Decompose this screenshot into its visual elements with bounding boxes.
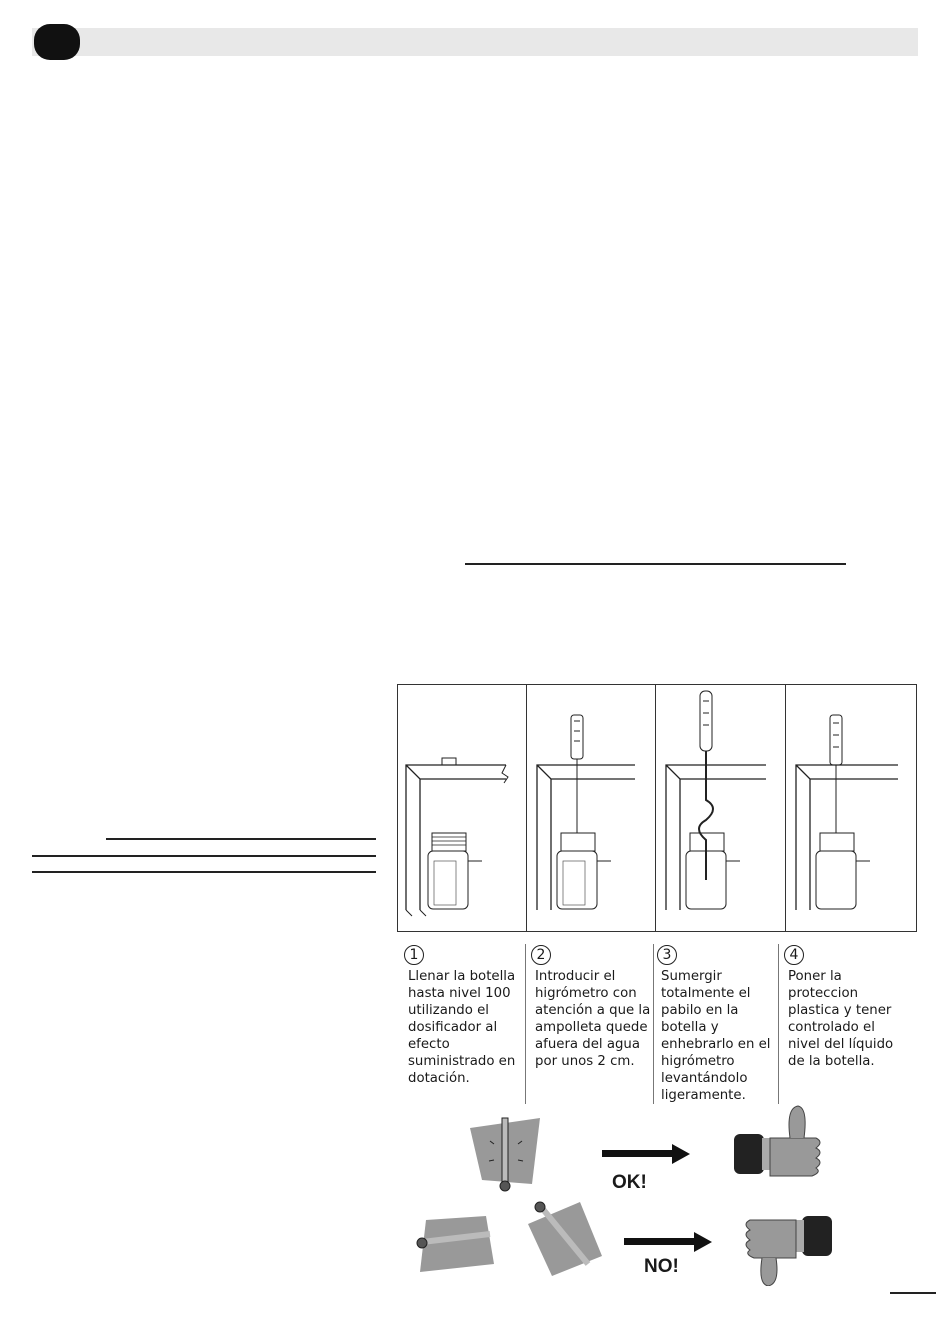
instruction-illustrations xyxy=(397,684,917,932)
no-label: NO! xyxy=(644,1256,679,1277)
divider-line xyxy=(32,855,376,857)
step-number: 4 xyxy=(784,945,804,965)
step-4 xyxy=(782,944,906,1070)
horizontal-hygrometer-icon xyxy=(412,1212,496,1278)
vertical-hygrometer-icon xyxy=(466,1114,550,1194)
page-corner-line xyxy=(890,1292,936,1294)
thumbs-down-icon xyxy=(738,1210,834,1286)
step-instruction: Llenar la botella hasta nivel 100 utilizando el dosificador al efecto suministrado en dotación. xyxy=(408,969,516,1086)
hygrometer-insert-illustration xyxy=(527,685,656,931)
divider-line xyxy=(106,838,376,840)
step-number: 3 xyxy=(657,945,677,965)
step-instruction: Introducir el higrómetro con atención a que la ampolleta quede afuera del agua por unos 2 cm. xyxy=(535,969,651,1069)
step-3 xyxy=(655,944,779,1104)
step-1 xyxy=(402,944,526,1087)
bottle-under-table-illustration xyxy=(398,685,527,931)
header-bar xyxy=(32,28,918,56)
panel-step-2 xyxy=(527,685,656,931)
ok-label: OK! xyxy=(612,1172,647,1193)
tilted-hygrometer-icon xyxy=(522,1198,606,1278)
panel-step-3 xyxy=(656,685,786,931)
arrow-right-icon xyxy=(602,1144,690,1164)
step-instruction: Sumergir totalmente el pabilo en la botella y enhebrarlo en el higrómetro levantándolo ligeramente. xyxy=(661,969,771,1103)
step-number: 2 xyxy=(531,945,551,965)
arrow-right-icon xyxy=(624,1232,712,1252)
step-separator xyxy=(525,944,526,1104)
step-2 xyxy=(529,944,653,1070)
divider-line xyxy=(465,563,846,565)
wick-immersion-illustration xyxy=(656,685,786,931)
protection-cap-illustration xyxy=(786,685,916,931)
step-instruction: Poner la proteccion plastica y tener controlado el nivel del líquido de la botella. xyxy=(788,969,894,1069)
panel-step-4 xyxy=(786,685,918,931)
panel-step-1 xyxy=(398,685,527,931)
step-separator xyxy=(778,944,779,1104)
step-number: 1 xyxy=(404,945,424,965)
divider-line xyxy=(32,871,376,873)
thumbs-up-icon xyxy=(732,1104,828,1180)
section-marker xyxy=(34,24,80,60)
step-separator xyxy=(653,944,654,1104)
